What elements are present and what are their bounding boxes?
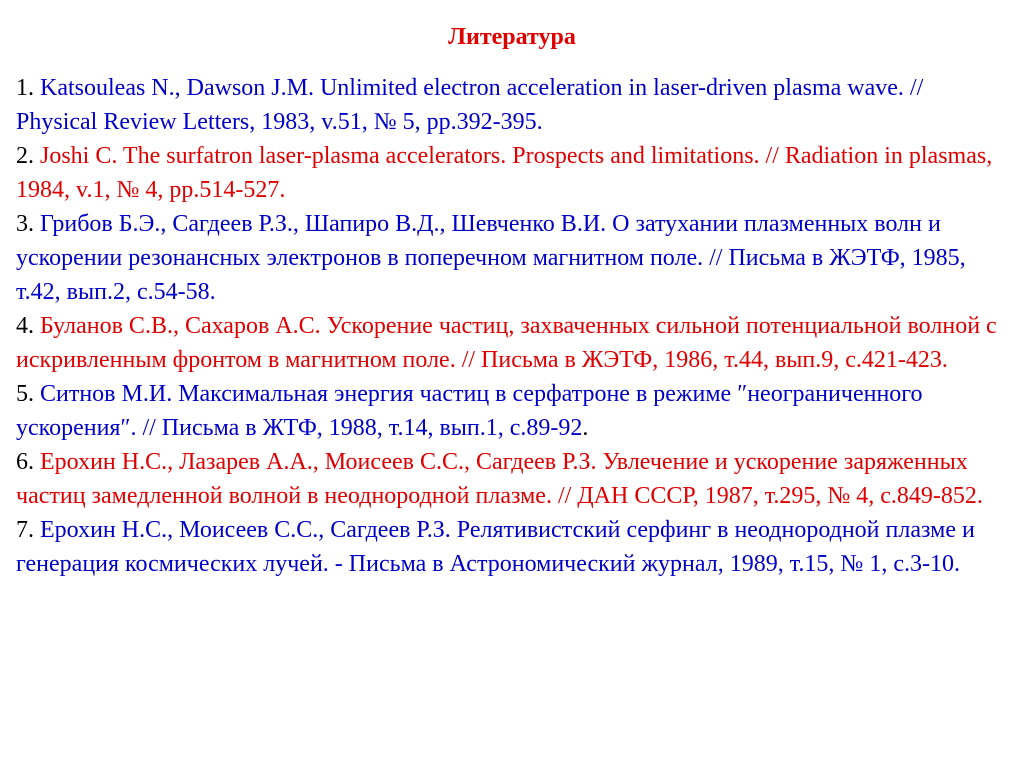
reference-number: 3. xyxy=(16,211,34,237)
reference-number: 7. xyxy=(16,517,34,543)
reference-item xyxy=(16,377,1006,445)
reference-item xyxy=(16,139,1006,207)
reference-text: Грибов Б.Э., Сагдеев Р.З., Шапиро В.Д., Шевченко В.И. О затухании плазменных волн и ускорении резонансных электронов в поперечном магнитном поле. // Письма в ЖЭТФ, 1985, т.42, вып.2, с.54-58. xyxy=(16,211,966,305)
reference-item xyxy=(16,207,1006,309)
slide-title: Литература xyxy=(448,24,576,50)
reference-list xyxy=(16,71,1006,581)
reference-number: 1. xyxy=(16,75,34,101)
reference-text: Ерохин Н.С., Лазарев А.А., Моисеев С.С., Сагдеев Р.З. Увлечение и ускорение заряженных частиц замедленной волной в неоднородной плазме. // ДАН СССР, 1987, т.295, № 4, с.849-852. xyxy=(16,449,983,509)
reference-text: Ерохин Н.С., Моисеев С.С., Сагдеев Р.З. Релятивистский серфинг в неоднородной плазме и генерация космических лучей. - Письма в Астрономический журнал, 1989, т.15, № 1, с.3-10. xyxy=(16,517,975,577)
reference-item xyxy=(16,71,1006,139)
reference-text: Katsouleas N., Dawson J.M. Unlimited electron acceleration in laser-driven plasma wave. // Physical Review Letters, 1983, v.51, № 5, pp.392-395. xyxy=(16,75,924,135)
reference-text: Joshi C. The surfatron laser-plasma accelerators. Prospects and limitations. // Radiation in plasmas, 1984, v.1, № 4, pp.514-527. xyxy=(16,143,993,203)
reference-number: 6. xyxy=(16,449,34,475)
reference-tail: . xyxy=(582,415,589,441)
reference-item xyxy=(16,513,1006,581)
reference-number: 5. xyxy=(16,381,34,407)
reference-item xyxy=(16,309,1006,377)
reference-number: 2. xyxy=(16,143,34,169)
reference-text: Ситнов М.И. Максимальная энергия частиц в серфатроне в режиме ″неограниченного ускорения″. // Письма в ЖТФ, 1988, т.14, вып.1, с.89-92 xyxy=(16,381,923,441)
reference-number: 4. xyxy=(16,313,34,339)
reference-item xyxy=(16,445,1006,513)
reference-text: Буланов С.В., Сахаров А.С. Ускорение частиц, захваченных сильной потенциальной волной с искривленным фронтом в магнитном поле. // Письма в ЖЭТФ, 1986, т.44, вып.9, с.421-423. xyxy=(16,313,997,373)
